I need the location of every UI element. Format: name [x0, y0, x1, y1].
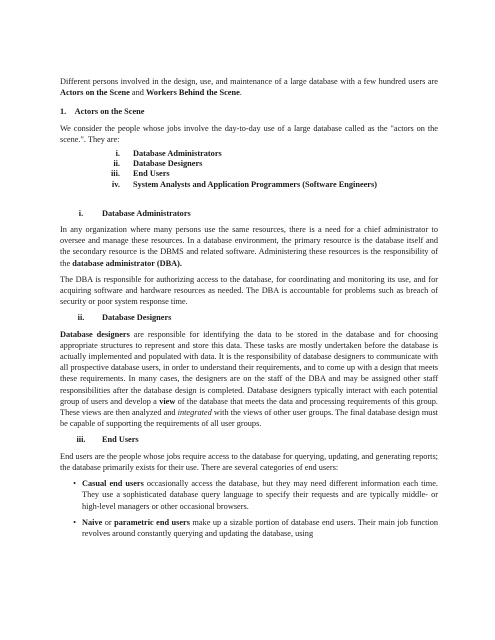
list-item [60, 180, 438, 190]
designers-italic-integrated: integrated [177, 408, 212, 418]
designers-bold-term: Database designers [60, 329, 130, 339]
intro-period: . [239, 88, 242, 98]
bullet-text-or: or [102, 517, 115, 527]
bullet-bold-term: Naive [82, 517, 103, 527]
list-item [60, 149, 438, 159]
designers-paragraph [60, 329, 438, 430]
actors-list [60, 149, 438, 190]
bullet-text-body: occasionally access the database, but they may need different information each time. They use a sophisticated database query language to specify their requests and are typically middle- or high-level managers or other occasional browsers. [82, 479, 438, 511]
endusers-paragraph: End users are the people whose jobs require access to the database for querying, updating, and generating reports; the database primarily exists for their use. There are several categories of end users: [60, 451, 438, 472]
bullet-bold-term: parametric end users [114, 517, 190, 527]
subsection-heading-dba [60, 208, 438, 219]
endusers-bullet-list [60, 478, 438, 539]
bullet-text-body: make up a sizable portion of database end users. Their main job function revolves around constantly querying and updating the database, using [82, 517, 438, 538]
dba-bold-term: database administrator (DBA). [72, 258, 182, 268]
subsection-title: Database Administrators [102, 208, 191, 218]
subsection-heading-designers [60, 312, 438, 323]
section-actors-paragraph: We consider the people whose jobs involve the day-to-day use of a large database called as the "actors on the scene.". They are: [60, 123, 438, 144]
bullet-text [82, 517, 438, 539]
subsection-title: End Users [102, 435, 139, 445]
dba-paragraph-1 [60, 224, 438, 269]
list-item-number: i. [115, 149, 120, 159]
bullet-bold-term: Casual end users [82, 479, 144, 489]
subsection-number: iii. [76, 435, 86, 445]
list-item-number: iv. [111, 179, 120, 189]
intro-text-and: and [129, 88, 146, 98]
subsection-heading-endusers [60, 434, 438, 445]
intro-text: Different persons involved in the design, use, and maintenance of a large database with a few hundred users are [60, 77, 438, 86]
subsection-number: ii. [77, 313, 85, 323]
subsection-title: Database Designers [102, 313, 172, 323]
designers-text: of the database that meets the data and processing requirements of this group. These views are then analyzed and [60, 396, 438, 418]
bullet-icon: • [73, 479, 76, 489]
section-title: Actors on the Scene [74, 107, 145, 117]
list-item-number: iii. [111, 169, 120, 179]
list-item-label: Database Administrators [133, 149, 222, 159]
list-item [60, 159, 438, 169]
bullet-text [82, 478, 438, 512]
designers-text: are responsible for identifying the data to be stored in the database and for choosing appropriate structures to represent and store this data. These tasks are mostly undertaken before the database is actually implemented and populated with data. It is the responsibility of database designers to communicate with all prospective database users, in order to understand their requirements, and to come up with a design that meets these requirements. In many cases, the designers are on the staff of the DBA and may be assigned other staff responsibilities after the database design is completed. Database designers typically interact with each potential group of users and develop a [60, 329, 438, 406]
section-heading-actors [60, 106, 438, 117]
intro-paragraph [60, 76, 438, 98]
designers-text: with the views of other user groups. The final database design must be capable of supporting the requirements of all user groups. [60, 408, 438, 429]
dba-text: In any organization where many persons use the same resources, there is a need for a chief administrator to oversee and manage these resources. In a database environment, the primary resource is the database itself and the secondary resource is the DBMS and related software. Administering these resources is the responsibility of the [60, 225, 438, 268]
list-item-number: ii. [113, 159, 120, 169]
intro-bold-workers: Workers Behind the Scene [145, 88, 240, 98]
dba-paragraph-2: The DBA is responsible for authorizing access to the database, for coordinating and monitoring its use, and for acquiring software and hardware resources as needed. The DBA is accountable for problems such as breach of security or poor system response time. [60, 274, 438, 307]
subsection-number: i. [78, 208, 84, 218]
document-body [60, 76, 438, 539]
bullet-item [60, 517, 438, 539]
bullet-item [60, 478, 438, 512]
list-item-label: Database Designers [133, 159, 203, 169]
list-item-label: System Analysts and Application Programmers (Software Engineers) [133, 179, 377, 189]
designers-bold-view: view [159, 396, 176, 406]
intro-bold-actors: Actors on the Scene [60, 88, 130, 98]
list-item-label: End Users [133, 169, 170, 179]
section-number: 1. [60, 107, 67, 117]
list-item [60, 169, 438, 179]
bullet-icon: • [73, 517, 76, 527]
